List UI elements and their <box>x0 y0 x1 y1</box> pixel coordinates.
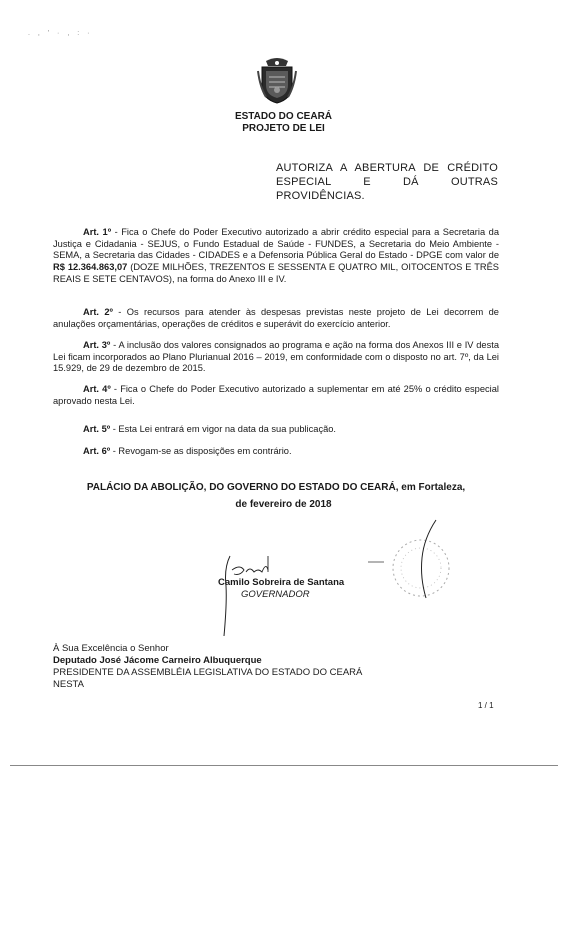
addressee-salutation: À Sua Excelência o Senhor <box>53 643 169 654</box>
article-1 <box>53 227 499 286</box>
coat-of-arms-emblem <box>256 57 298 105</box>
article-3 <box>53 340 499 375</box>
article-text: - Fica o Chefe do Poder Executivo autorizado a suplementar em até 25% o crédito especial aprovado nesta Lei. <box>53 384 499 406</box>
article-4 <box>53 384 499 407</box>
article-5 <box>53 424 499 436</box>
closing-date: de fevereiro de 2018 <box>235 499 332 510</box>
article-text: - Fica o Chefe do Poder Executivo autorizado a abrir crédito especial para a Secretaria da Justiça e Cidadania - SEJUS, o Fundo Estadual de Saúde - FUNDES, a Secretaria do Meio Ambiente - SEMA, a Secretaria das Cidades - CIDADES e a Defensoria Pública Geral do Estado - DPGE com valor de <box>53 227 499 261</box>
article-text: - Os recursos para atender às despesas previstas neste projeto de Lei decorrem de anulações orçamentárias, operações de créditos e superávit do exercício anterior. <box>53 307 499 329</box>
scan-artifact-marks: . , ' · , : · <box>28 30 93 37</box>
page-number: 1 / 1 <box>478 701 494 710</box>
article-6 <box>53 446 499 458</box>
state-heading: ESTADO DO CEARÁ <box>234 111 333 122</box>
article-text: - Esta Lei entrará em vigor na data da sua publicação. <box>110 424 337 434</box>
addressee-location: NESTA <box>53 679 84 690</box>
article-text: - A inclusão dos valores consignados ao programa e ação na forma dos Anexos III e IV desta Lei ficam incorporados ao Plano Plurianual 2016 – 2019, em conformidade com o disposto no art. 7º, da Lei 15.929, de 29 de dezembro de 2015. <box>53 340 499 374</box>
article-label: Art. 5º <box>83 424 111 434</box>
signatory-role: GOVERNADOR <box>241 589 310 600</box>
article-label: Art. 4º <box>83 384 111 394</box>
addressee-name: Deputado José Jácome Carneiro Albuquerque <box>53 655 262 666</box>
scan-edge-line <box>10 765 558 766</box>
article-text: - Revogam-se as disposições em contrário. <box>110 446 292 456</box>
signatory-name: Camilo Sobreira de Santana <box>218 577 345 588</box>
credit-amount: R$ 12.364.863,07 <box>53 262 128 273</box>
article-label: Art. 3º <box>83 340 111 350</box>
official-stamp-with-initials <box>366 518 476 608</box>
bill-summary: AUTORIZA A ABERTURA DE CRÉDITO ESPECIAL E DÁ OUTRAS PROVIDÊNCIAS. <box>276 162 498 202</box>
article-label: Art. 1º <box>83 227 112 237</box>
article-text: (DOZE MILHÕES, TREZENTOS E SESSENTA E QUATRO MIL, OITOCENTOS E TRÊS REAIS E SETE CENTAVOS), na forma do Anexo III e IV. <box>53 262 500 284</box>
closing-place: PALÁCIO DA ABOLIÇÃO, DO GOVERNO DO ESTADO DO CEARÁ, em Fortaleza, <box>86 482 466 493</box>
article-label: Art. 6º <box>83 446 111 456</box>
article-label: Art. 2º <box>83 307 113 317</box>
document-type-heading: PROJETO DE LEI <box>242 123 325 134</box>
article-2 <box>53 307 499 330</box>
addressee-title: PRESIDENTE DA ASSEMBLÉIA LEGISLATIVA DO ESTADO DO CEARÁ <box>53 667 363 678</box>
